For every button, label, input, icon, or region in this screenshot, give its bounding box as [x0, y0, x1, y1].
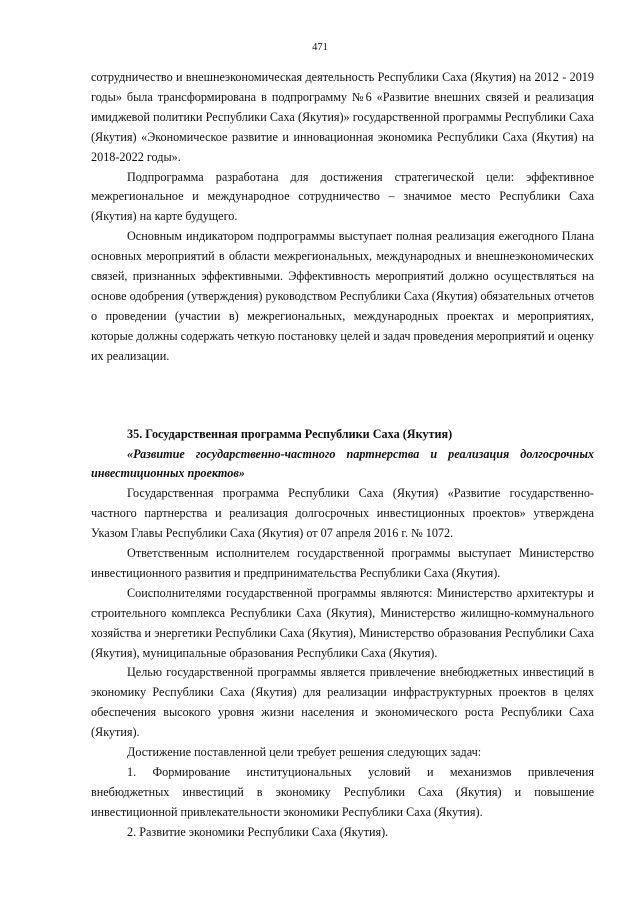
section-spacer — [91, 367, 594, 425]
page-content — [91, 68, 594, 843]
paragraph-program-purpose: Целью государственной программы является привлечение внебюджетных инвестиций в экономику Республики Саха (Якутия) для реализации инфраструктурных проектов в целях обеспечения высокого уровня жизни населения и экономического роста Республики Саха (Якутия). — [91, 665, 594, 740]
paragraph-program-approval: Государственная программа Республики Саха (Якутия) «Развитие государственно-частного партнерства и реализация долгосрочных инвестиционных проектов» утверждена Указом Главы Республики Саха (Якутия) от 07 апреля 2016 г. № 1072. — [91, 486, 594, 541]
paragraph-continuation: сотрудничество и внешнеэкономическая деятельность Республики Саха (Якутия) на 2012 - 2019 годы» была трансформирована в подпрограмму №6 «Развитие внешних связей и реализация имиджевой политики Республики Саха (Якутия)» государственной программы Республики Саха (Якутия) «Экономическое развитие и инновационная экономика Республики Саха (Якутия) на 2018-2022 годы». — [91, 70, 594, 164]
paragraph-subprogram-goal: Подпрограмма разработана для достижения стратегической цели: эффективное межрегиональное и международное сотрудничество – значимое место Республики Саха (Якутия) на карте будущего. — [91, 169, 594, 224]
list-item-task-1: 1. Формирование институциональных условий и механизмов привлечения внебюджетных инвестиций в экономику Республики Саха (Якутия) и повышение инвестиционной привлекательности экономики Республики Саха (Якутия). — [91, 765, 594, 819]
paragraph-tasks-intro: Достижение поставленной цели требует решения следующих задач: — [127, 745, 482, 760]
section-heading-title: 35. Государственная программа Республики Саха (Якутия) — [127, 426, 453, 441]
paragraph-indicator: Основным индикатором подпрограммы выступает полная реализация ежегодного Плана основных мероприятий в области межрегиональных, международных и внешнеэкономических связей, признанных эффективными. Эффективность мероприятий должно осуществляться на основе одобрения (утверждения) руководством Республики Саха (Якутия) обязательных отчетов о проведении (участии в) межрегиональных, международных проектах и мероприятиях, которые должны содержать четкую постановку целей и задач проведения мероприятий и оценку их реализации. — [91, 229, 594, 363]
list-item-task-2: 2. Развитие экономики Республики Саха (Якутия). — [127, 824, 389, 839]
page-number: 471 — [312, 42, 328, 53]
paragraph-co-executors: Соисполнителями государственной программы являются: Министерство архитектуры и строительного комплекса Республики Саха (Якутия), Министерство жилищно-коммунального хозяйства и энергетики Республики Саха (Якутия), Министерство образования Республики Саха (Якутия), муниципальные образования Республики Саха (Якутия). — [91, 585, 594, 660]
paragraph-responsible-executor: Ответственным исполнителем государственной программы выступает Министерство инвестиционного развития и предпринимательства Республики Саха (Якутия). — [91, 546, 594, 580]
section-heading-subtitle: «Развитие государственно-частного партнерства и реализация долгосрочных инвестиционных проектов» — [91, 446, 594, 481]
